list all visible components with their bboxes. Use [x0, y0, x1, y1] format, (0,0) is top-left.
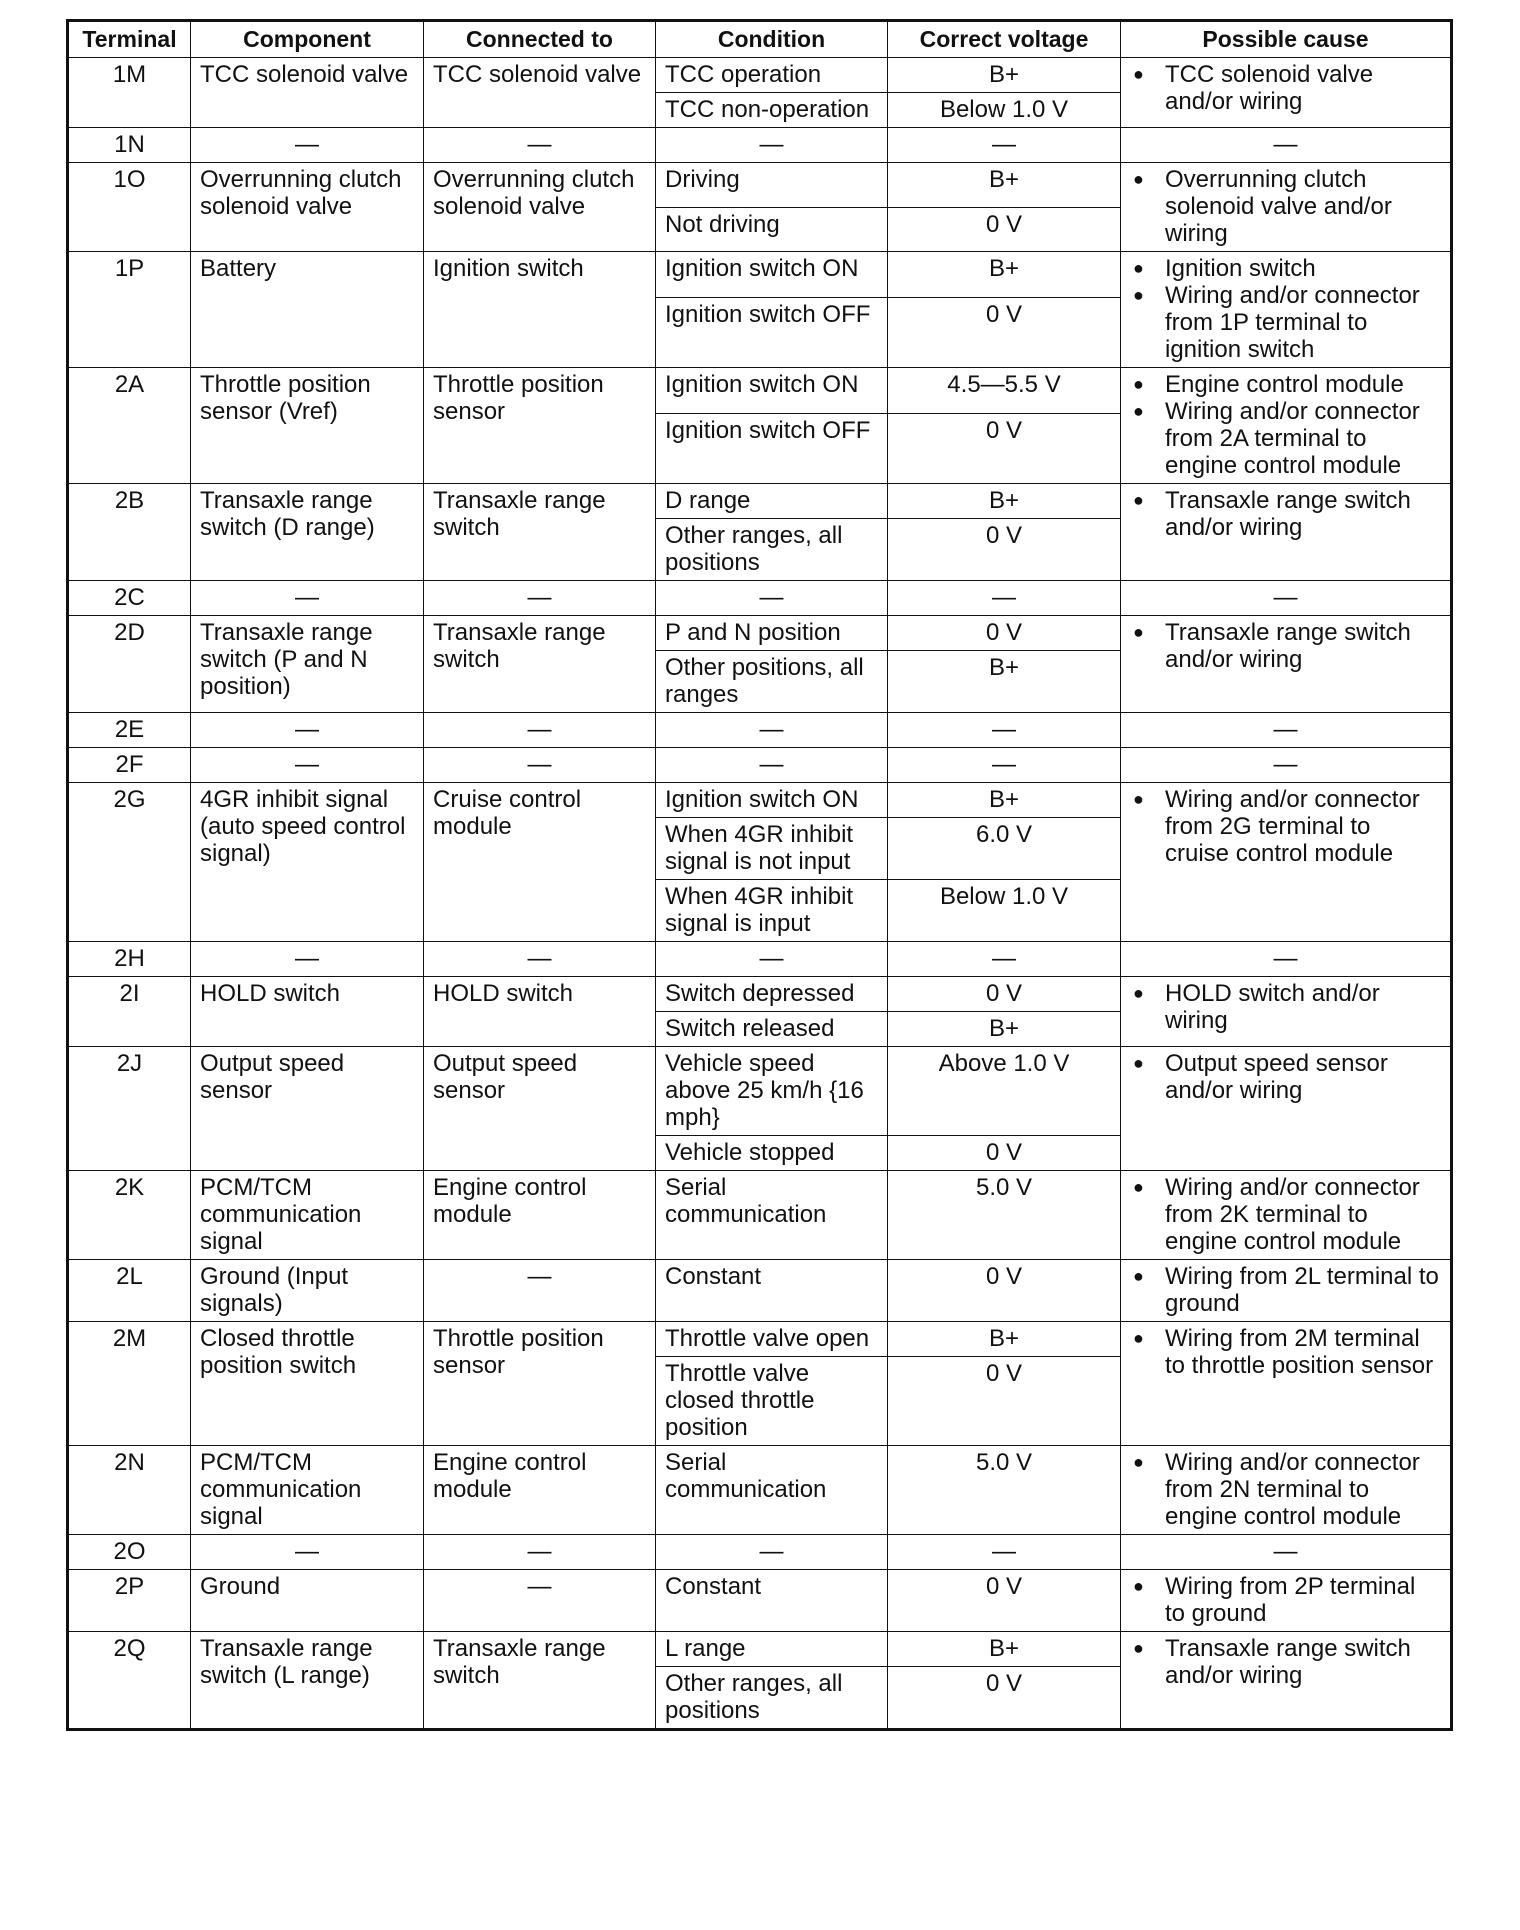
empty-dash-cell: —	[1121, 1535, 1452, 1570]
empty-dash-cell: —	[191, 128, 424, 163]
table-row	[68, 252, 1452, 298]
cause-list-item	[1131, 980, 1441, 1034]
bullet-icon: ●	[1133, 490, 1144, 510]
bullet-icon: ●	[1133, 285, 1144, 305]
condition-cell: Serial communication	[656, 1446, 888, 1535]
table-row	[68, 748, 1452, 783]
terminal-cell: 2G	[68, 783, 191, 942]
condition-cell: Ignition switch ON	[656, 368, 888, 414]
voltage-cell: B+	[888, 1322, 1121, 1357]
possible-cause-cell	[1121, 58, 1452, 128]
condition-cell: Driving	[656, 163, 888, 208]
bullet-icon: ●	[1133, 789, 1144, 809]
voltage-cell: 0 V	[888, 1136, 1121, 1171]
voltage-cell: B+	[888, 783, 1121, 818]
terminal-cell: 2K	[68, 1171, 191, 1260]
voltage-cell: 0 V	[888, 519, 1121, 581]
empty-dash-cell: —	[424, 942, 656, 977]
terminal-cell: 2O	[68, 1535, 191, 1570]
cause-text: Wiring from 2L terminal to ground	[1165, 1263, 1439, 1317]
condition-cell: TCC operation	[656, 58, 888, 93]
connected-to-cell: TCC solenoid valve	[424, 58, 656, 128]
condition-cell: Ignition switch ON	[656, 783, 888, 818]
terminal-cell: 1P	[68, 252, 191, 368]
condition-cell: Constant	[656, 1260, 888, 1322]
table-row	[68, 616, 1452, 651]
terminal-cell: 2I	[68, 977, 191, 1047]
condition-cell: Not driving	[656, 207, 888, 252]
empty-dash-cell: —	[888, 581, 1121, 616]
cause-text: Wiring and/or connector from 2N terminal to engine control module	[1165, 1449, 1420, 1530]
bullet-icon: ●	[1133, 1177, 1144, 1197]
voltage-cell: 4.5—5.5 V	[888, 368, 1121, 414]
table-row	[68, 484, 1452, 519]
cause-text: Transaxle range switch and/or wiring	[1165, 1635, 1411, 1689]
connected-to-cell: Engine control module	[424, 1171, 656, 1260]
cause-text: Transaxle range switch and/or wiring	[1165, 487, 1411, 541]
terminal-cell: 2D	[68, 616, 191, 713]
component-cell: Ground	[191, 1570, 424, 1632]
cause-list-item	[1131, 61, 1441, 115]
possible-cause-cell	[1121, 368, 1452, 484]
table-row	[68, 942, 1452, 977]
possible-cause-cell	[1121, 1260, 1452, 1322]
table-row	[68, 1570, 1452, 1632]
possible-cause-cell	[1121, 783, 1452, 942]
bullet-icon: ●	[1133, 1328, 1144, 1348]
empty-dash-cell: —	[1121, 713, 1452, 748]
voltage-cell: Below 1.0 V	[888, 880, 1121, 942]
voltage-cell: B+	[888, 252, 1121, 298]
cause-text: Overrunning clutch solenoid valve and/or wiring	[1165, 166, 1392, 247]
header-correct-voltage: Correct voltage	[888, 21, 1121, 58]
voltage-cell: Above 1.0 V	[888, 1047, 1121, 1136]
empty-dash-cell: —	[888, 128, 1121, 163]
connected-to-cell: Throttle position sensor	[424, 1322, 656, 1446]
connected-to-cell: Engine control module	[424, 1446, 656, 1535]
bullet-icon: ●	[1133, 169, 1144, 189]
condition-cell: D range	[656, 484, 888, 519]
terminal-cell: 2J	[68, 1047, 191, 1171]
condition-cell: Ignition switch ON	[656, 252, 888, 298]
terminal-cell: 2A	[68, 368, 191, 484]
voltage-cell: 0 V	[888, 413, 1121, 483]
condition-cell: Switch released	[656, 1012, 888, 1047]
table-row	[68, 128, 1452, 163]
bullet-icon: ●	[1133, 401, 1144, 421]
cause-list-item	[1131, 487, 1441, 541]
terminal-cell: 2C	[68, 581, 191, 616]
cause-text: Wiring from 2M terminal to throttle position sensor	[1165, 1325, 1434, 1379]
table-row	[68, 1632, 1452, 1667]
bullet-icon: ●	[1133, 1053, 1144, 1073]
voltage-cell: 0 V	[888, 298, 1121, 368]
header-component: Component	[191, 21, 424, 58]
cause-list-item	[1131, 1174, 1441, 1255]
empty-dash-cell: —	[191, 581, 424, 616]
empty-dash-cell: —	[1121, 128, 1452, 163]
connected-to-cell: —	[424, 1260, 656, 1322]
empty-dash-cell: —	[424, 128, 656, 163]
cause-list-item	[1131, 619, 1441, 673]
connected-to-cell: Output speed sensor	[424, 1047, 656, 1171]
empty-dash-cell: —	[191, 1535, 424, 1570]
terminal-cell: 2L	[68, 1260, 191, 1322]
voltage-cell: 0 V	[888, 616, 1121, 651]
voltage-cell: 0 V	[888, 1260, 1121, 1322]
bullet-icon: ●	[1133, 622, 1144, 642]
condition-cell: L range	[656, 1632, 888, 1667]
possible-cause-cell	[1121, 252, 1452, 368]
component-cell: TCC solenoid valve	[191, 58, 424, 128]
condition-cell: Vehicle stopped	[656, 1136, 888, 1171]
table-row	[68, 783, 1452, 818]
voltage-cell: 0 V	[888, 1667, 1121, 1730]
cause-list-item	[1131, 1573, 1441, 1627]
cause-list-item	[1131, 1050, 1441, 1104]
empty-dash-cell: —	[656, 128, 888, 163]
empty-dash-cell: —	[424, 748, 656, 783]
cause-list-item	[1131, 255, 1441, 282]
connected-to-cell: Throttle position sensor	[424, 368, 656, 484]
table-row	[68, 977, 1452, 1012]
voltage-cell: B+	[888, 484, 1121, 519]
terminal-voltage-table	[66, 19, 1453, 1731]
cause-list-item	[1131, 282, 1441, 363]
cause-list-item	[1131, 166, 1441, 247]
terminal-cell: 2Q	[68, 1632, 191, 1730]
empty-dash-cell: —	[191, 713, 424, 748]
condition-cell: Other positions, all ranges	[656, 651, 888, 713]
bullet-icon: ●	[1133, 1638, 1144, 1658]
voltage-cell: B+	[888, 1012, 1121, 1047]
component-cell: Transaxle range switch (L range)	[191, 1632, 424, 1730]
component-cell: 4GR inhibit signal (auto speed control signal)	[191, 783, 424, 942]
empty-dash-cell: —	[656, 748, 888, 783]
empty-dash-cell: —	[888, 713, 1121, 748]
cause-list-item	[1131, 1449, 1441, 1530]
table-row	[68, 368, 1452, 414]
voltage-cell: 5.0 V	[888, 1171, 1121, 1260]
component-cell: Battery	[191, 252, 424, 368]
component-cell: Throttle position sensor (Vref)	[191, 368, 424, 484]
empty-dash-cell: —	[191, 748, 424, 783]
table-row	[68, 1171, 1452, 1260]
empty-dash-cell: —	[656, 713, 888, 748]
empty-dash-cell: —	[656, 1535, 888, 1570]
terminal-voltage-table-wrapper	[66, 19, 1450, 1731]
table-row	[68, 1535, 1452, 1570]
empty-dash-cell: —	[656, 581, 888, 616]
header-condition: Condition	[656, 21, 888, 58]
condition-cell: Throttle valve closed throttle position	[656, 1357, 888, 1446]
bullet-icon: ●	[1133, 983, 1144, 1003]
empty-dash-cell: —	[424, 1535, 656, 1570]
table-row	[68, 1260, 1452, 1322]
connected-to-cell: —	[424, 1570, 656, 1632]
component-cell: Transaxle range switch (D range)	[191, 484, 424, 581]
condition-cell: Ignition switch OFF	[656, 298, 888, 368]
condition-cell: Other ranges, all positions	[656, 519, 888, 581]
component-cell: PCM/TCM communication signal	[191, 1446, 424, 1535]
component-cell: PCM/TCM communication signal	[191, 1171, 424, 1260]
possible-cause-cell	[1121, 484, 1452, 581]
cause-list-item	[1131, 398, 1441, 479]
empty-dash-cell: —	[888, 1535, 1121, 1570]
possible-cause-cell	[1121, 1632, 1452, 1730]
cause-text: HOLD switch and/or wiring	[1165, 980, 1380, 1034]
condition-cell: When 4GR inhibit signal is not input	[656, 818, 888, 880]
component-cell: HOLD switch	[191, 977, 424, 1047]
condition-cell: Vehicle speed above 25 km/h {16 mph}	[656, 1047, 888, 1136]
cause-text: Engine control module	[1165, 371, 1404, 398]
cause-text: Ignition switch	[1165, 255, 1316, 282]
empty-dash-cell: —	[888, 748, 1121, 783]
terminal-cell: 2P	[68, 1570, 191, 1632]
table-row	[68, 713, 1452, 748]
bullet-icon: ●	[1133, 1266, 1144, 1286]
condition-cell: Serial communication	[656, 1171, 888, 1260]
condition-cell: When 4GR inhibit signal is input	[656, 880, 888, 942]
cause-text: Wiring and/or connector from 2G terminal to cruise control module	[1165, 786, 1420, 867]
terminal-cell: 2M	[68, 1322, 191, 1446]
cause-text: Wiring from 2P terminal to ground	[1165, 1573, 1416, 1627]
voltage-cell: 6.0 V	[888, 818, 1121, 880]
empty-dash-cell: —	[656, 942, 888, 977]
cause-text: Wiring and/or connector from 1P terminal to ignition switch	[1165, 282, 1420, 363]
component-cell: Closed throttle position switch	[191, 1322, 424, 1446]
empty-dash-cell: —	[424, 581, 656, 616]
voltage-cell: Below 1.0 V	[888, 93, 1121, 128]
component-cell: Output speed sensor	[191, 1047, 424, 1171]
cause-list-item	[1131, 786, 1441, 867]
condition-cell: Constant	[656, 1570, 888, 1632]
possible-cause-cell	[1121, 616, 1452, 713]
connected-to-cell: Ignition switch	[424, 252, 656, 368]
cause-text: Output speed sensor and/or wiring	[1165, 1050, 1388, 1104]
bullet-icon: ●	[1133, 1452, 1144, 1472]
cause-list-item	[1131, 1263, 1441, 1317]
possible-cause-cell	[1121, 1047, 1452, 1171]
voltage-cell: 0 V	[888, 207, 1121, 252]
voltage-cell: B+	[888, 58, 1121, 93]
possible-cause-cell	[1121, 1171, 1452, 1260]
component-cell: Transaxle range switch (P and N position)	[191, 616, 424, 713]
bullet-icon: ●	[1133, 374, 1144, 394]
voltage-cell: 5.0 V	[888, 1446, 1121, 1535]
possible-cause-cell	[1121, 1570, 1452, 1632]
component-cell: Overrunning clutch solenoid valve	[191, 163, 424, 252]
voltage-cell: 0 V	[888, 1357, 1121, 1446]
condition-cell: Switch depressed	[656, 977, 888, 1012]
table-row	[68, 1446, 1452, 1535]
terminal-cell: 2N	[68, 1446, 191, 1535]
connected-to-cell: Cruise control module	[424, 783, 656, 942]
table-row	[68, 1047, 1452, 1136]
cause-text: Transaxle range switch and/or wiring	[1165, 619, 1411, 673]
empty-dash-cell: —	[1121, 942, 1452, 977]
table-row	[68, 58, 1452, 93]
terminal-cell: 1M	[68, 58, 191, 128]
cause-list-item	[1131, 1635, 1441, 1689]
possible-cause-cell	[1121, 1322, 1452, 1446]
possible-cause-cell	[1121, 163, 1452, 252]
cause-text: TCC solenoid valve and/or wiring	[1165, 61, 1374, 115]
voltage-cell: B+	[888, 651, 1121, 713]
cause-list-item	[1131, 1325, 1441, 1379]
voltage-cell: 0 V	[888, 977, 1121, 1012]
empty-dash-cell: —	[888, 942, 1121, 977]
condition-cell: Ignition switch OFF	[656, 413, 888, 483]
header-terminal: Terminal	[68, 21, 191, 58]
terminal-cell: 1N	[68, 128, 191, 163]
empty-dash-cell: —	[191, 942, 424, 977]
condition-cell: P and N position	[656, 616, 888, 651]
component-cell: Ground (Input signals)	[191, 1260, 424, 1322]
table-row	[68, 1322, 1452, 1357]
connected-to-cell: Transaxle range switch	[424, 616, 656, 713]
terminal-cell: 2F	[68, 748, 191, 783]
connected-to-cell: Transaxle range switch	[424, 484, 656, 581]
bullet-icon: ●	[1133, 258, 1144, 278]
condition-cell: Throttle valve open	[656, 1322, 888, 1357]
terminal-cell: 2B	[68, 484, 191, 581]
terminal-cell: 2H	[68, 942, 191, 977]
voltage-cell: B+	[888, 163, 1121, 208]
condition-cell: TCC non-operation	[656, 93, 888, 128]
empty-dash-cell: —	[1121, 748, 1452, 783]
connected-to-cell: HOLD switch	[424, 977, 656, 1047]
voltage-cell: B+	[888, 1632, 1121, 1667]
voltage-cell: 0 V	[888, 1570, 1121, 1632]
cause-text: Wiring and/or connector from 2K terminal to engine control module	[1165, 1174, 1420, 1255]
cause-list-item	[1131, 371, 1441, 398]
connected-to-cell: Transaxle range switch	[424, 1632, 656, 1730]
bullet-icon: ●	[1133, 1576, 1144, 1596]
possible-cause-cell	[1121, 1446, 1452, 1535]
header-possible-cause: Possible cause	[1121, 21, 1452, 58]
bullet-icon: ●	[1133, 64, 1144, 84]
condition-cell: Other ranges, all positions	[656, 1667, 888, 1730]
terminal-cell: 1O	[68, 163, 191, 252]
cause-text: Wiring and/or connector from 2A terminal to engine control module	[1165, 398, 1420, 479]
header-row	[68, 21, 1452, 58]
connected-to-cell: Overrunning clutch solenoid valve	[424, 163, 656, 252]
terminal-cell: 2E	[68, 713, 191, 748]
empty-dash-cell: —	[424, 713, 656, 748]
table-row	[68, 163, 1452, 208]
possible-cause-cell	[1121, 977, 1452, 1047]
empty-dash-cell: —	[1121, 581, 1452, 616]
header-connected-to: Connected to	[424, 21, 656, 58]
table-row	[68, 581, 1452, 616]
